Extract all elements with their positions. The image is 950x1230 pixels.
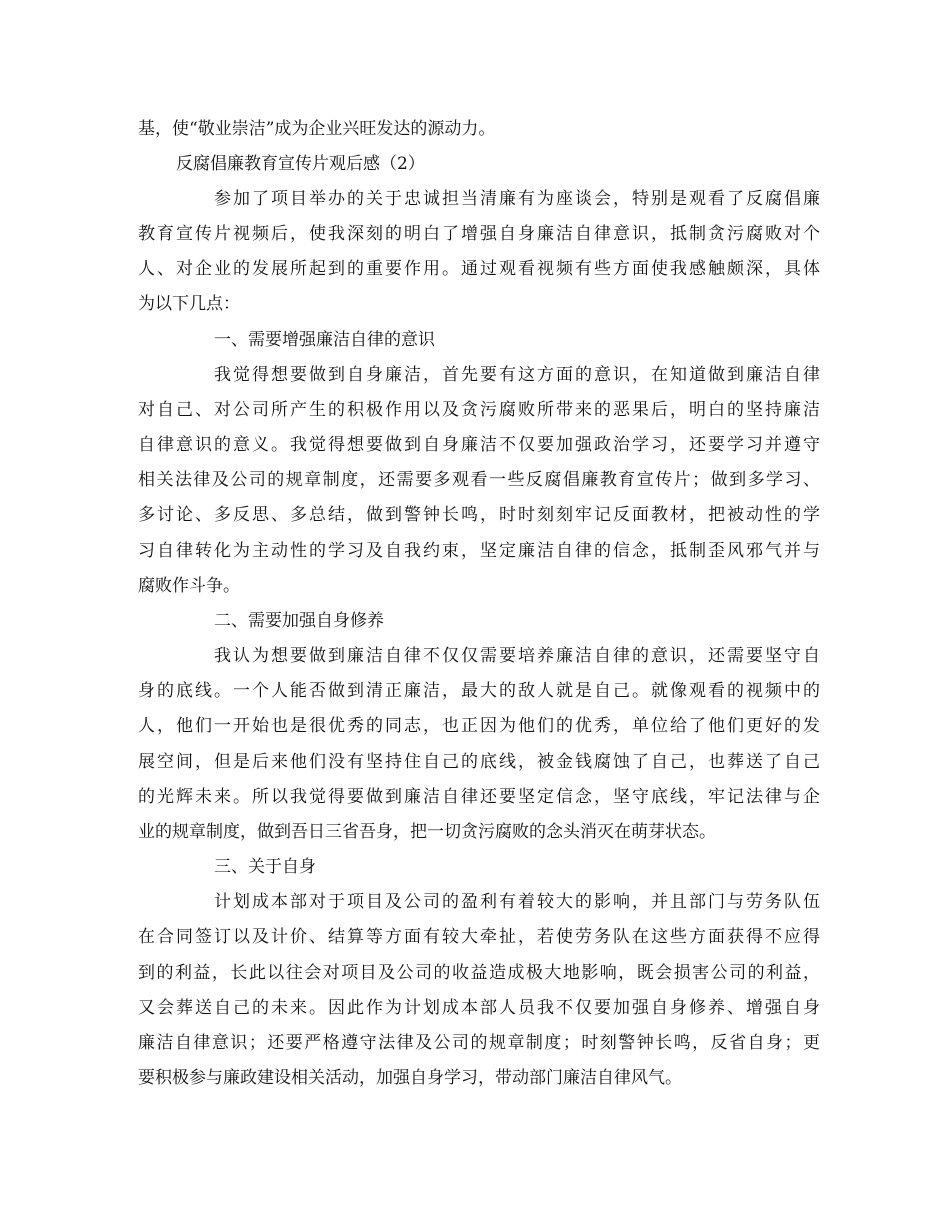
paragraph-line: 我觉得想要做到自身廉洁，首先要有这方面的意识，在知道做到廉洁自律 xyxy=(214,365,820,385)
paragraph-line: 为以下几点： xyxy=(138,294,240,314)
paragraph-line: 多讨论、多反思、多总结，做到警钟长鸣，时时刻刻牢记反面教材，把被动性的学 xyxy=(138,505,820,525)
paragraph-line: 自律意识的意义。我觉得想要做到自身廉洁不仅要加强政治学习，还要学习并遵守 xyxy=(138,435,820,455)
paragraph-line: 参加了项目举办的关于忠诚担当清廉有为座谈会，特别是观看了反腐倡廉 xyxy=(214,189,820,209)
paragraph-line: 教育宣传片视频后，使我深刻的明白了增强自身廉洁自律意识，抵制贪污腐败对个 xyxy=(138,224,820,244)
paragraph-line: 业的规章制度，做到吾日三省吾身，把一切贪污腐败的念头消灭在萌芽状态。 xyxy=(138,822,716,842)
paragraph-line: 要积极参与廉政建设相关活动，加强自身学习，带动部门廉洁自律风气。 xyxy=(138,1068,682,1088)
paragraph-line: 的光辉未来。所以我觉得要做到廉洁自律还要坚定信念，坚守底线，牢记法律与企 xyxy=(138,787,820,807)
paragraph-line: 展空间，但是后来他们没有坚持住自己的底线，被金钱腐蚀了自己，也葬送了自己 xyxy=(138,752,820,772)
paragraph-line: 对自己、对公司所产生的积极作用以及贪污腐败所带来的恶果后，明白的坚持廉洁 xyxy=(138,400,820,420)
paragraph-line: 基，使“敬业崇洁”成为企业兴旺发达的源动力。 xyxy=(138,119,496,139)
paragraph-line: 人、对企业的发展所起到的重要作用。通过观看视频有些方面使我感触颇深，具体 xyxy=(138,259,820,279)
section-heading: 三、关于自身 xyxy=(214,857,316,877)
paragraph-line: 相关法律及公司的规章制度，还需要多观看一些反腐倡廉教育宣传片；做到多学习、 xyxy=(138,470,820,490)
paragraph-line: 在合同签订以及计价、结算等方面有较大牵扯，若使劳务队在这些方面获得不应得 xyxy=(138,927,820,947)
section-heading: 二、需要加强自身修养 xyxy=(214,611,384,631)
paragraph-line: 廉洁自律意识；还要严格遵守法律及公司的规章制度；时刻警钟长鸣，反省自身；更 xyxy=(138,1033,820,1053)
section-heading: 一、需要增强廉洁自律的意识 xyxy=(214,330,435,350)
article-title: 反腐倡廉教育宣传片观后感（2） xyxy=(176,154,425,174)
paragraph-line: 我认为想要做到廉洁自律不仅仅需要培养廉洁自律的意识，还需要坚守自 xyxy=(214,646,820,666)
paragraph-line: 又会葬送自己的未来。因此作为计划成本部人员我不仅要加强自身修养、增强自身 xyxy=(138,998,820,1018)
paragraph-line: 习自律转化为主动性的学习及自我约束，坚定廉洁自律的信念，抵制歪风邪气并与 xyxy=(138,541,820,561)
paragraph-line: 到的利益，长此以往会对项目及公司的收益造成极大地影响，既会损害公司的利益， xyxy=(138,963,820,983)
paragraph-line: 计划成本部对于项目及公司的盈利有着较大的影响，并且部门与劳务队伍 xyxy=(214,892,820,912)
paragraph-line: 身的底线。一个人能否做到清正廉洁，最大的敌人就是自己。就像观看的视频中的 xyxy=(138,681,820,701)
paragraph-line: 人，他们一开始也是很优秀的同志，也正因为他们的优秀，单位给了他们更好的发 xyxy=(138,716,820,736)
paragraph-line: 腐败作斗争。 xyxy=(138,576,240,596)
